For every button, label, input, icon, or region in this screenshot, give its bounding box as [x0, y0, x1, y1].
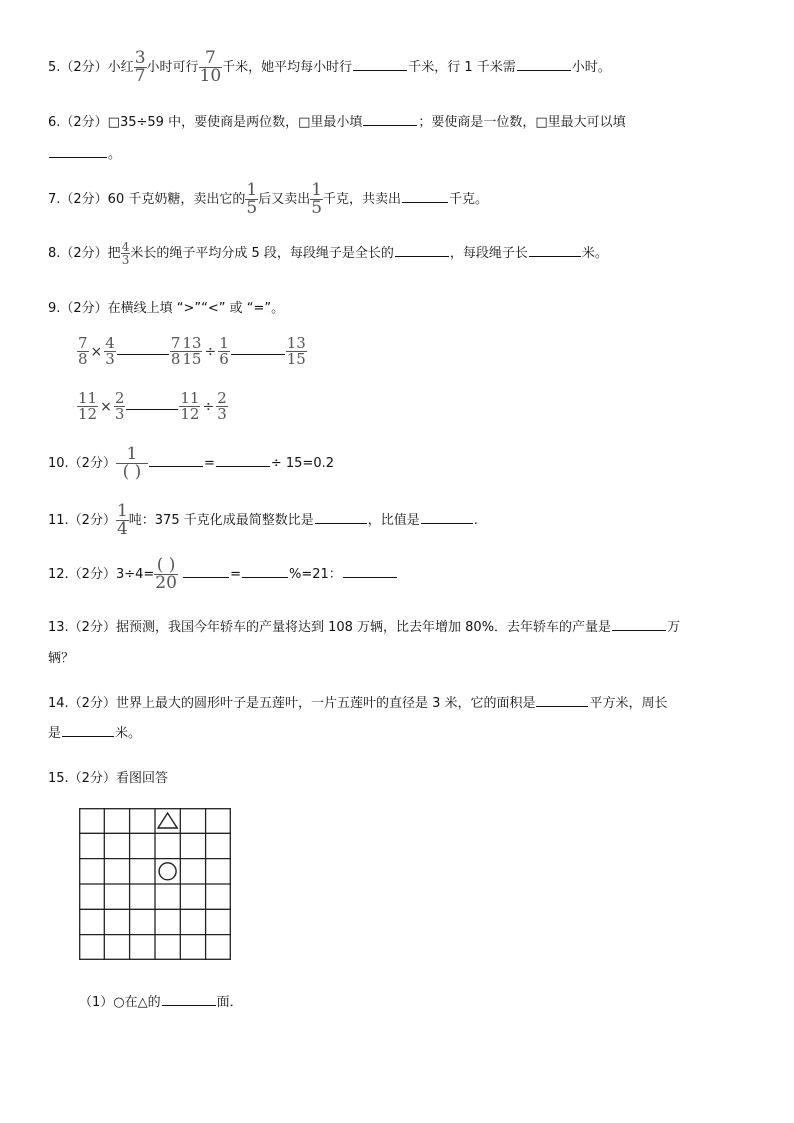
question-8: 8.（2分）把 $\frac{4}{3}$ 米长的绳子平均分成 5 段，每段绳子是全长的 ，每段绳子长 米。 — [48, 240, 608, 267]
answer-blank[interactable] — [402, 190, 448, 203]
answer-blank[interactable] — [529, 244, 581, 257]
fraction: $\frac{13}{15}$ — [286, 334, 306, 368]
fraction: $\frac{7}{8}$ — [170, 334, 181, 368]
question-13: 13.（2分）据预测，我国今年轿车的产量将达到 108 万辆，比去年增加 80%．去年轿车的产量是 万 — [48, 620, 681, 635]
fraction: $\frac{7}{8}$ — [78, 334, 88, 368]
answer-blank[interactable] — [126, 397, 178, 410]
fraction: $\frac{2}{3}$ — [217, 389, 227, 423]
fraction: $\frac{2}{3}$ — [114, 389, 125, 423]
question-11: 11.（2分） $\frac{1}{4}$ 吨：375 千克化成最简整数比是 ，比值是 . — [48, 501, 478, 539]
fraction: $\frac{4}{3}$ — [105, 334, 115, 368]
question-7: 7.（2分）60 千克奶糖，卖出它的 $\frac{1}{5}$ 后又卖出 $\frac{1}{5}$ 千克，共卖出 千克。 — [48, 180, 489, 218]
question-15: 15.（2分）看图回答 — [48, 771, 168, 786]
answer-blank[interactable] — [49, 145, 107, 158]
fraction: $\frac{1}{6}$ — [219, 334, 229, 368]
fraction-7-10: $\frac{7}{10}$ — [199, 48, 222, 86]
question-14: 14.（2分）世界上最大的圆形叶子是五莲叶，一片五莲叶的直径是 3 米，它的面积是 平方米，周长 — [48, 696, 668, 711]
fraction-4-3: $\frac{4}{3}$ — [121, 240, 130, 267]
fraction-1-5: $\frac{1}{5}$ — [246, 180, 258, 218]
question-6-cont: 。 — [48, 143, 121, 162]
question-6: 6.（2分）□35÷59 中，要使商是两位数，□里最小填 ；要使商是一位数，□里最大可以填 — [48, 115, 626, 130]
fraction-1-blank: $\frac{1}{( )}$ — [116, 446, 148, 481]
question-14-cont: 是 米。 — [48, 726, 142, 741]
question-12: 12.（2分）3÷4= $\frac{( )}{20}$ = %=21： — [48, 557, 398, 592]
answer-blank[interactable] — [363, 113, 417, 126]
grid-figure — [79, 808, 231, 960]
answer-blank[interactable] — [231, 342, 285, 355]
fraction: $\frac{13}{15}$ — [182, 334, 202, 368]
fraction: $\frac{11}{12}$ — [180, 389, 200, 423]
answer-blank[interactable] — [395, 244, 449, 257]
grid-svg — [79, 808, 231, 960]
answer-blank[interactable] — [162, 993, 216, 1006]
answer-blank[interactable] — [149, 454, 203, 467]
answer-blank[interactable] — [315, 511, 367, 524]
grid-lines — [79, 808, 231, 960]
answer-blank[interactable] — [242, 565, 288, 578]
answer-blank[interactable] — [216, 454, 270, 467]
fraction-3-7: $\frac{3}{7}$ — [134, 48, 146, 86]
question-9: 9.（2分）在横线上填 “>”“<” 或 “=”。 — [48, 301, 285, 316]
triangle-icon — [158, 813, 177, 828]
answer-blank[interactable] — [62, 724, 114, 737]
fraction: $\frac{11}{12}$ — [78, 389, 98, 423]
answer-blank[interactable] — [517, 58, 571, 71]
answer-blank[interactable] — [536, 694, 588, 707]
fraction-1-5: $\frac{1}{5}$ — [311, 180, 323, 218]
fraction-blank-20: $\frac{( )}{20}$ — [155, 555, 177, 593]
question-13-cont: 辆？ — [48, 651, 75, 666]
question-10: 10.（2分） $\frac{1}{( )}$ = ÷ 15=0.2 — [48, 444, 334, 482]
answer-blank[interactable] — [183, 565, 229, 578]
answer-blank[interactable] — [343, 565, 397, 578]
answer-blank[interactable] — [421, 511, 473, 524]
question-5: 5.（2分）小红 $\frac{3}{7}$ 小时可行 $\frac{7}{10}$ 千米，她平均每小时行 千米，行 1 千米需 小时。 — [48, 48, 611, 86]
answer-blank[interactable] — [117, 342, 169, 355]
circle-icon — [159, 863, 176, 880]
fraction-1-4: $\frac{1}{4}$ — [116, 501, 128, 539]
question-15-sub-1: （1）○在△的 面． — [79, 995, 243, 1010]
answer-blank[interactable] — [612, 618, 666, 631]
question-9-row-2: $\frac{11}{12}$ × $\frac{2}{3}$ $\frac{11}{12}$ ÷ $\frac{2}{3}$ — [78, 389, 227, 423]
answer-blank[interactable] — [353, 58, 407, 71]
question-9-row-1: $\frac{7}{8}$ × $\frac{4}{3}$ $\frac{7}{8}$ $\frac{13}{15}$ ÷ $\frac{1}{6}$ $\frac{13}{15}$ — [78, 334, 306, 368]
